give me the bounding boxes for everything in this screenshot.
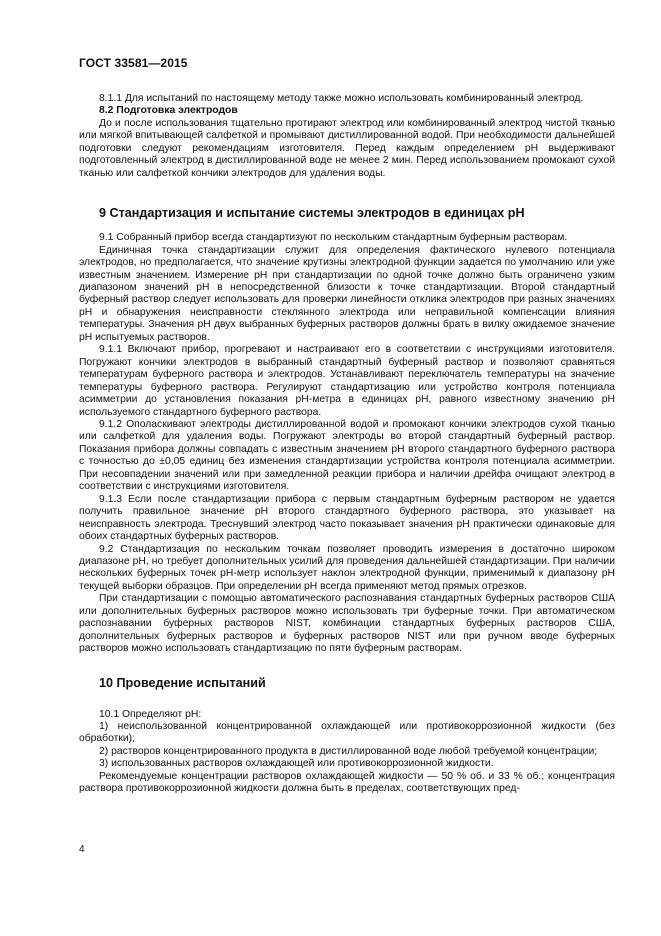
paragraph: При стандартизации с помощью автоматического распознавания стандартных буферных растворов США или дополнительных буферных растворов можно использовать три буферные точки. При автоматическом распознавании буферных растворов NIST, комбинации стандартных буферных растворов США, дополнительных буферных растворов и буферных растворов NIST или при ручном вводе буферных растворов можно использовать стандартизацию по пяти буферным растворам. [79,593,615,655]
paragraph: Единичная точка стандартизации служит для определения фактического нулевого потенциала электродов, но предполагается, что значение крутизны электродной функции задается по умолчанию или уже известным значением. Измерение pH при стандартизации по одной точке должно быть ограничено узким диапазоном значений pH в непосредственной близости к точке стандартизации. Второй стандартный буферный раствор следует использовать для проверки линейности отклика электродов при разных значениях pH и обнаружения неисправности стеклянного электрода или неправильной компенсации влияния температуры. Значения pH двух выбранных буферных растворов должны брать в вилку ожидаемое значение pH испытуемых растворов. [79,244,615,343]
subsection-heading: 8.2 Подготовка электродов [99,105,238,117]
paragraph: До и после использования тщательно протирают электрод или комбинированный электрод чистой тканью или мягкой впитывающей салфеткой и промывают дистиллированной водой. При необходимости дальнейшей подготовки следуют рекомендациям изготовителя. Перед каждым определением pH выдерживают подготовленный электрод в дистиллированной воде не менее 2 мин. Перед использованием промокают сухой тканью или салфеткой кончики электродов для удаления воды. [79,117,615,179]
list-item: 3) использованных растворов охлаждающей или противокоррозионной жидкости. [99,758,494,770]
paragraph: 9.2 Стандартизация по нескольким точкам позволяет проводить измерения в достаточно широком диапазоне pH, но требует дополнительных усилий для проведения дальнейшей стандартизации. При наличии нескольких буферных точек pH-метр использует наклон электродной функции, применимый к диапазону pH текущей выборки образцов. При определении pH всегда применяют метод прямых отрезков. [79,543,615,592]
paragraph: 10.1 Определяют pH: [99,708,202,720]
section-10-heading: 10 Проведение испытаний [99,675,266,690]
paragraph: 9.1.1 Включают прибор, прогревают и настраивают его в соответствии с инструкциями изготовителя. Погружают кончики электродов в выбранный стандартный буферный раствор и позволяют сравняться температурам буферного раствора и электродов. Устанавливают переключатель температуры на значение температуры буферного раствора. Регулируют стандартизацию или устройство контроля потенциала асимметрии до установления показания pH-метра в единицах pH, равного известному значению pH используемого стандартного буферного раствора. [79,344,615,418]
paragraph: 8.1.1 Для испытаний по настоящему методу также можно использовать комбинированный электрод. [99,93,584,104]
page-number: 4 [79,844,85,855]
document-header: ГОСТ 33581—2015 [79,56,188,70]
section-9-heading: 9 Стандартизация и испытание системы электродов в единицах pH [99,206,525,221]
paragraph: Рекомендуемые концентрации растворов охлаждающей жидкости — 50 % об. и 33 % об.; концентрация раствора противокоррозионной жидкости должна быть в пределах, соответствующих пред- [79,770,615,795]
paragraph: 9.1.3 Если после стандартизации прибора с первым стандартным буферным раствором не удается получить правильное значение pH второго стандартного буферного раствора, это указывает на неисправность электрода. Треснувший электрод часто показывает значения pH практически одинаковые для обоих стандартных буферных растворов. [79,493,615,543]
list-item: 1) неиспользованной концентрированной охлаждающей или противокоррозионной жидкости (без обработки); [79,721,615,745]
document-body [79,93,615,796]
paragraph: 9.1.2 Ополаскивают электроды дистиллированной водой и промокают кончики электродов сухой тканью или салфеткой для удаления воды. Погружают электроды во второй стандартный буферный раствор. Показания прибора должны совпадать с известным значением pH второго стандартного буферного раствора с точностью до ±0,05 единиц без изменения стандартизации устройства контроля потенциала асимметрии. При несовпадении значений или при замедленной реакции прибора и наличии дрейфа очищают электрод в соответствии с инструкциями изготовителя. [79,418,615,493]
paragraph: 9.1 Собранный прибор всегда стандартизуют по нескольким стандартным буферным растворам. [99,232,568,244]
list-item: 2) растворов концентрированного продукта в дистиллированной воде любой требуемой концентрации; [99,745,598,757]
